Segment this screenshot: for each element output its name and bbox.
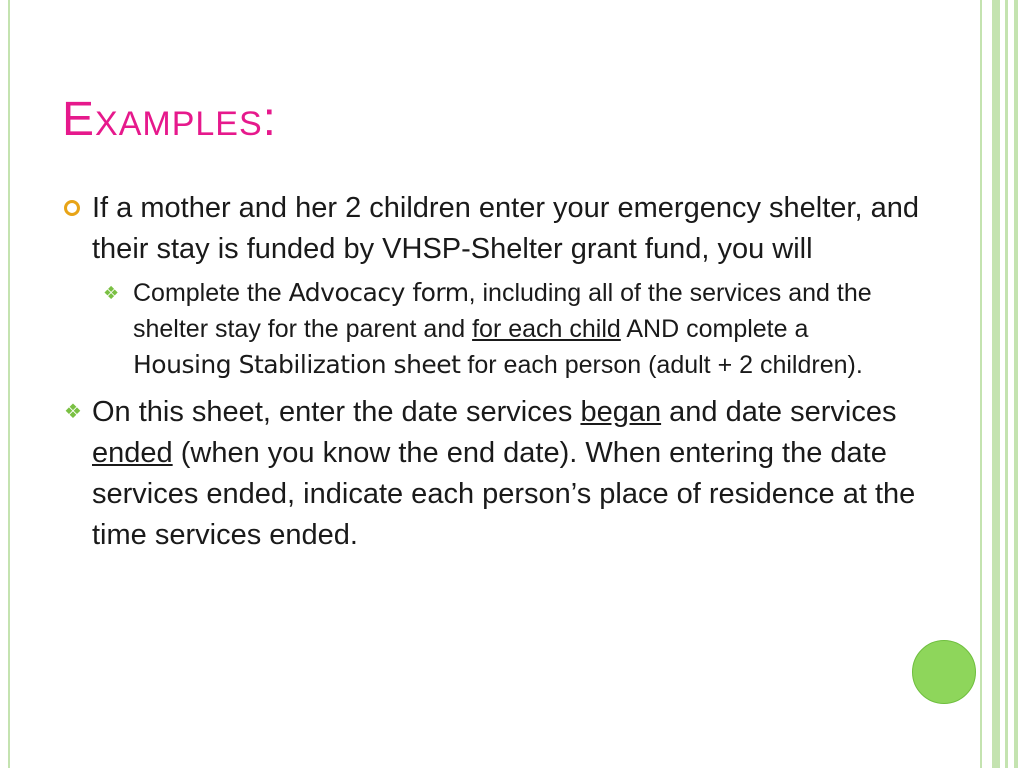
ring-bullet-icon [64, 200, 80, 216]
text-run: AND complete a [620, 315, 809, 343]
text-run: (when you know the end date). When entering the date services ended, indicate each person’s place of residence at the time services ended. [92, 437, 916, 551]
right-border-line [1005, 0, 1008, 768]
bullet-text [92, 396, 915, 551]
left-border-line [8, 0, 10, 768]
sub-bullet-item [60, 275, 873, 383]
diamond-bullet-icon: ❖ [103, 283, 120, 303]
bullet-text: If a mother and her 2 children enter your emergency shelter, and their stay is funded by VHSP-Shelter grant fund, you will [92, 192, 919, 265]
right-border-line [980, 0, 982, 768]
slide-content [60, 188, 920, 556]
right-border-bar [992, 0, 1000, 768]
underlined-text: ended [92, 437, 173, 469]
text-run: Complete the [133, 279, 289, 307]
housing-sheet-term: Housing Stabilization sheet [133, 350, 461, 379]
right-border-line [1014, 0, 1018, 768]
bullet-item [60, 392, 920, 556]
underlined-text: for each child [472, 315, 621, 343]
text-run: for each person (adult + 2 children). [460, 351, 863, 379]
text-run: On this sheet, enter the date services [92, 396, 581, 428]
diamond-bullet-icon: ❖ [64, 401, 82, 423]
advocacy-form-term: Advocacy form [288, 278, 469, 307]
underlined-text: began [580, 396, 662, 428]
decorative-circle [912, 640, 976, 704]
slide-title: Examples: [62, 93, 277, 146]
bullet-item [60, 188, 920, 270]
text-run: and date services [661, 396, 897, 428]
text-run: , including all of the services and the shelter stay for the parent and [133, 279, 872, 343]
sub-bullet-text [133, 279, 872, 379]
